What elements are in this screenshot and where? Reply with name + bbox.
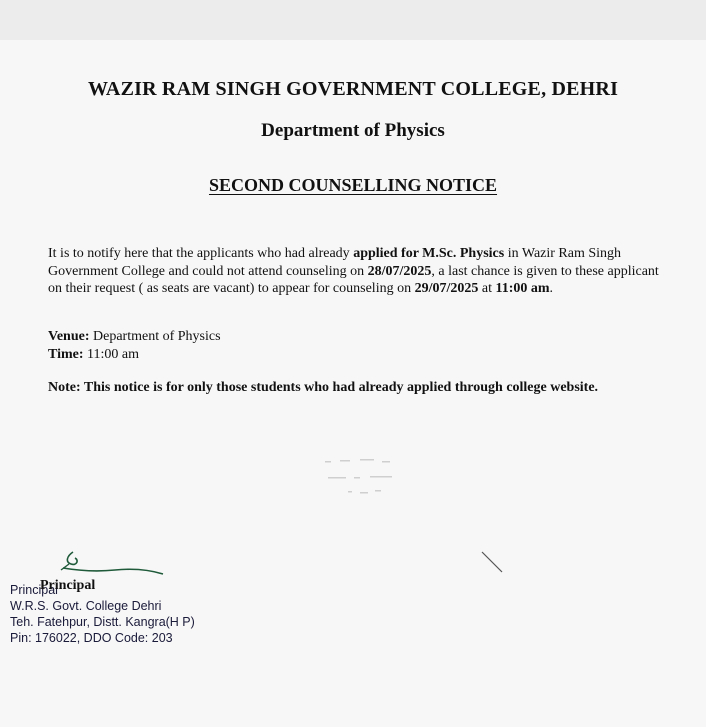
body-bold-time: 11:00 am	[495, 281, 550, 296]
notice-title-text: SECOND COUNSELLING NOTICE	[208, 175, 498, 195]
notice-title	[0, 175, 706, 196]
notice-body	[48, 245, 668, 298]
body-text-1: It is to notify here that the applicants who had already	[48, 246, 354, 261]
body-text-4: at	[478, 281, 496, 296]
venue-value: Department of Physics	[89, 329, 221, 344]
top-bar	[0, 0, 706, 40]
body-bold-date1: 28/07/2025	[367, 263, 432, 279]
body-text-5: .	[549, 281, 554, 296]
body-bold-course: applied for M.Sc. Physics	[353, 246, 505, 261]
venue-label: Venue:	[48, 329, 90, 344]
note-text: Note: This notice is for only those students who had already applied through college website.	[48, 380, 599, 395]
principal-printed-label: Principal	[40, 578, 96, 593]
stamp-line-3: Teh. Fatehpur, Distt. Kangra(H P)	[10, 615, 195, 629]
venue-line	[48, 328, 221, 346]
pen-mark	[480, 548, 510, 578]
venue-block	[48, 328, 221, 363]
body-text-3: , a last chance is given to these applicant on their request ( as seats are vacant) to appear for counseling on	[48, 263, 659, 296]
time-value: 11:00 am	[83, 346, 139, 362]
faint-stamp-mark	[320, 455, 430, 500]
body-text-2: in Wazir Ram Singh Government College and could not attend counseling on	[48, 246, 622, 279]
stamp-line-1: Principal	[10, 583, 58, 597]
body-bold-date2: 29/07/2025	[414, 281, 479, 296]
stamp-line-2: W.R.S. Govt. College Dehri	[10, 599, 162, 613]
signature-scribble	[55, 548, 165, 580]
time-line	[48, 346, 221, 364]
principal-stamp	[10, 578, 195, 646]
time-label: Time:	[48, 346, 84, 362]
department-name: Department of Physics	[261, 120, 445, 141]
stamp-line-4: Pin: 176022, DDO Code: 203	[10, 631, 173, 645]
college-name: WAZIR RAM SINGH GOVERNMENT COLLEGE, DEHRI	[87, 78, 619, 100]
